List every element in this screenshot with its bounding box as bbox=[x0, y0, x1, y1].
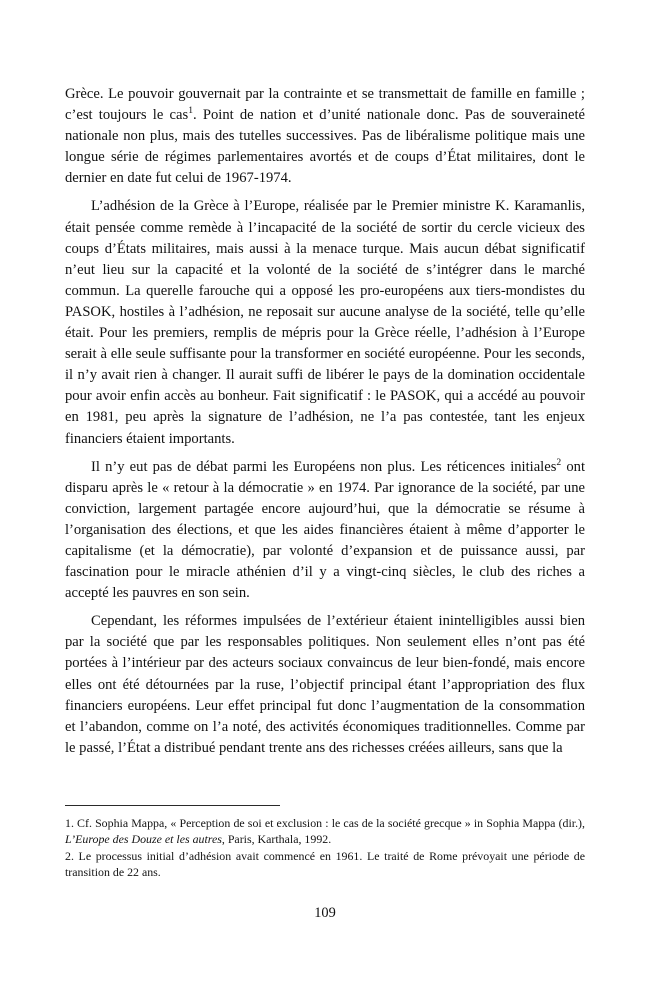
text-run: Grèce. Le pouvoir gouvernait par la contrainte et se transmettait de famille en famille ; c’est toujours le cas bbox=[65, 86, 585, 124]
footnote-list bbox=[65, 815, 585, 881]
text-run: 2. Le processus initial d’adhésion avait commencé en 1961. Le traité de Rome prévoyait une période de transition de 22 ans. bbox=[65, 848, 585, 880]
footnote-entry bbox=[65, 815, 585, 848]
body-paragraph bbox=[65, 457, 585, 605]
page-number: 109 bbox=[314, 905, 336, 921]
text-run: , Paris, Karthala, 1992. bbox=[221, 832, 332, 847]
text-run: Il n’y eut pas de débat parmi les Européens non plus. Les réticences initiales bbox=[91, 458, 557, 475]
body-text-block bbox=[65, 84, 585, 759]
footnote-entry bbox=[65, 848, 585, 881]
italic-title: L’Europe des Douze et les autres bbox=[65, 832, 222, 847]
text-run: . Point de nation et d’unité nationale donc. Pas de souveraineté nationale non plus, mais des tutelles successives. Pas de libéralisme politique mais une longue série de régimes parlementaires avortés et de coups d’État militaires, dont le dernier en date fut celui de 1967-1974. bbox=[65, 107, 585, 187]
body-paragraph bbox=[65, 84, 585, 189]
text-run: L’adhésion de la Grèce à l’Europe, réalisée par le Premier ministre K. Karamanlis, était pensée comme remède à l’incapacité de la société de sortir du cercle vicieux des coups d’États militaires, mais aussi à la menace turque. Mais aucun débat significatif n’eut lieu sur la capacité et la volonté de la société de s’intégrer dans le marché commun. La querelle farouche qui a opposé les pro-européens aux tiers-mondistes du PASOK, hostiles à l’adhésion, ne reposait sur aucune analyse de la société, telle qu’elle était. Pour les premiers, remplis de mépris pour la Grèce réelle, l’adhésion à l’Europe serait à elle seule suffisante pour la transformer en société européenne. Pour les seconds, il n’y avait rien à changer. Il aurait suffi de libérer le pays de la domination occidentale pour avoir enfin accès au bonheur. Fait significatif : le PASOK, qui a accédé au pouvoir en 1981, peu après la signature de l’adhésion, ne l’a pas contestée, tant les enjeux financiers étaient importants. bbox=[65, 198, 585, 447]
footnote-separator-rule bbox=[65, 805, 280, 806]
body-paragraph bbox=[65, 196, 585, 449]
footnote-area bbox=[65, 805, 585, 881]
text-run: Cependant, les réformes impulsées de l’extérieur étaient inintelligibles aussi bien par la société que par les responsables politiques. Non seulement elles n’ont pas été portées à l’intérieur par des acteurs sociaux convaincus de leur bien-fondé, mais encore elles ont été détournées par la ruse, l’objectif principal étant l’appropriation des flux financiers européens. Leur effet principal fut donc l’augmentation de la consommation et l’abandon, comme on l’a noté, des activités économiques traditionnelles. Comme par le passé, l’État a distribué pendant trente ans des richesses créées ailleurs, sans que la bbox=[65, 613, 585, 756]
body-paragraph bbox=[65, 611, 585, 759]
footnote-reference-marker[interactable]: 1 bbox=[188, 105, 193, 117]
footnote-reference-marker[interactable]: 2 bbox=[556, 456, 562, 468]
text-run: 1. Cf. Sophia Mappa, « Perception de soi et exclusion : le cas de la société grecque » in Sophia Mappa (dir.), bbox=[65, 816, 585, 830]
text-run: ont disparu après le « retour à la démocratie » en 1974. Par ignorance de la société, par une conviction, largement partagée encore aujourd’hui, que la démocratie se résume à l’organisation des élections, et que les aides financières étaient à même d’apporter le capitalisme (et la démocratie), par volonté d’expansion et de puissance aussi, par fascination pour le miracle athénien d’il y a vingt-cinq siècles, le club des riches a accepté les pauvres en son sein. bbox=[65, 458, 586, 602]
